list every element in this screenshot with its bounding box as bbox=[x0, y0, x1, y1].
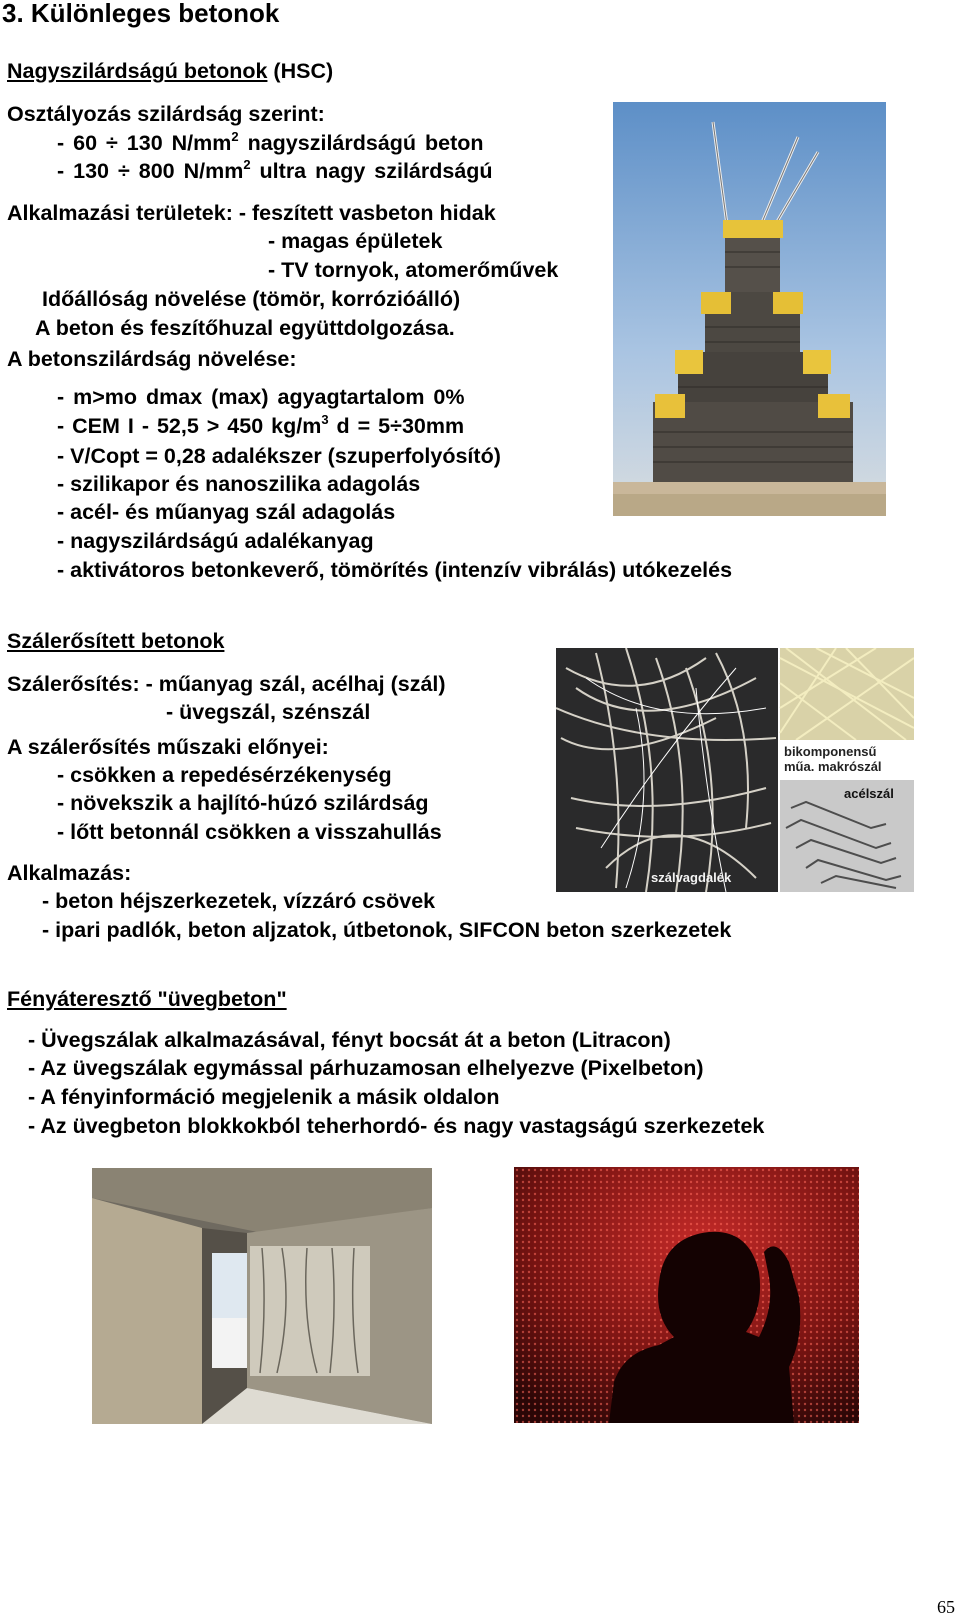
strength-item-3: - V/Copt = 0,28 adalékszer (szuperfolyósító) bbox=[57, 444, 501, 468]
fiber-application-title: Alkalmazás: bbox=[7, 861, 132, 885]
application-line-2: - magas épületek bbox=[268, 229, 443, 253]
application-line-1: Alkalmazási területek: - feszített vasbeton hidak bbox=[7, 201, 496, 225]
glass-line-3: - A fényinformáció megjelenik a másik oldalon bbox=[28, 1085, 500, 1109]
glass-line-2: - Az üvegszálak egymással párhuzamosan elhelyezve (Pixelbeton) bbox=[28, 1056, 704, 1080]
classification-item-2: - 130 ÷ 800 $N/mm^2$ ultra nagy szilárdságú bbox=[57, 156, 493, 183]
strength-item-5: - acél- és műanyag szál adagolás bbox=[57, 500, 396, 524]
fiber-collage-photo bbox=[556, 648, 914, 892]
fiber-label-macro: műa. makrószál bbox=[784, 759, 882, 774]
strength-item-4: - szilikapor és nanoszilika adagolás bbox=[57, 472, 421, 496]
fiber-advantage-2: - növekszik a hajlító-húzó szilárdság bbox=[57, 791, 429, 815]
strength-item-1: - m>mo dmax (max) agyagtartalom 0% bbox=[57, 385, 465, 409]
page-heading: 3. Különleges betonok bbox=[2, 0, 280, 28]
classification-title: Osztályozás szilárdság szerint: bbox=[7, 102, 325, 126]
strength-item-6: - nagyszilárdságú adalékanyag bbox=[57, 529, 374, 553]
fiber-line-2: - üvegszál, szénszál bbox=[166, 700, 371, 724]
fiber-application-2: - ipari padlók, beton aljzatok, útbetonok, SIFCON beton szerkezetek bbox=[42, 918, 732, 942]
section-title-hsc bbox=[7, 58, 333, 84]
fiber-advantages-title: A szálerősítés műszaki előnyei: bbox=[7, 735, 329, 759]
litracon-wall-photo bbox=[92, 1168, 432, 1424]
durability-line: Időállóság növelése (tömör, korrózióálló) bbox=[42, 287, 461, 311]
hsc-title: Nagyszilárdságú betonok bbox=[7, 59, 268, 83]
fiber-application-1: - beton héjszerkezetek, vízzáró csövek bbox=[42, 889, 436, 913]
fiber-label-bicomponent: bikomponensű bbox=[784, 744, 877, 759]
strength-item-7: - aktivátoros betonkeverő, tömörítés (intenzív vibrálás) utókezelés bbox=[57, 558, 733, 582]
application-line-3: - TV tornyok, atomerőművek bbox=[268, 258, 559, 282]
tower-construction-photo bbox=[613, 102, 886, 516]
strength-increase-title: A betonszilárdság növelése: bbox=[7, 347, 297, 371]
fiber-label-chopped: szálvagdalék bbox=[651, 870, 732, 885]
classification-item-1: - 60 ÷ 130 $N/mm^2$ nagyszilárdságú beton bbox=[57, 128, 484, 155]
glass-line-4: - Az üvegbeton blokkokból teherhordó- és nagy vastagságú szerkezetek bbox=[28, 1114, 765, 1138]
cooperation-line: A beton és feszítőhuzal együttdolgozása. bbox=[35, 316, 455, 340]
fiber-advantage-1: - csökken a repedésérzékenység bbox=[57, 763, 392, 787]
glass-line-1: - Üvegszálak alkalmazásával, fényt bocsát át a beton (Litracon) bbox=[28, 1028, 671, 1052]
page-number: 65 bbox=[937, 1597, 955, 1617]
section-title-fiber: Szálerősített betonok bbox=[7, 629, 225, 653]
pixelbeton-silhouette-photo bbox=[514, 1167, 859, 1423]
fiber-label-steel: acélszál bbox=[844, 786, 894, 801]
hsc-title-suffix: (HSC) bbox=[267, 59, 334, 83]
strength-item-2: - CEM I - 52,5 > 450 $kg/m^3$ d = 5÷30mm bbox=[57, 411, 465, 438]
fiber-line-1: Szálerősítés: - műanyag szál, acélhaj (szál) bbox=[7, 672, 446, 696]
section-title-glass: Fényáteresztő "üvegbeton" bbox=[7, 987, 287, 1011]
fiber-advantage-3: - lőtt betonnál csökken a visszahullás bbox=[57, 820, 442, 844]
